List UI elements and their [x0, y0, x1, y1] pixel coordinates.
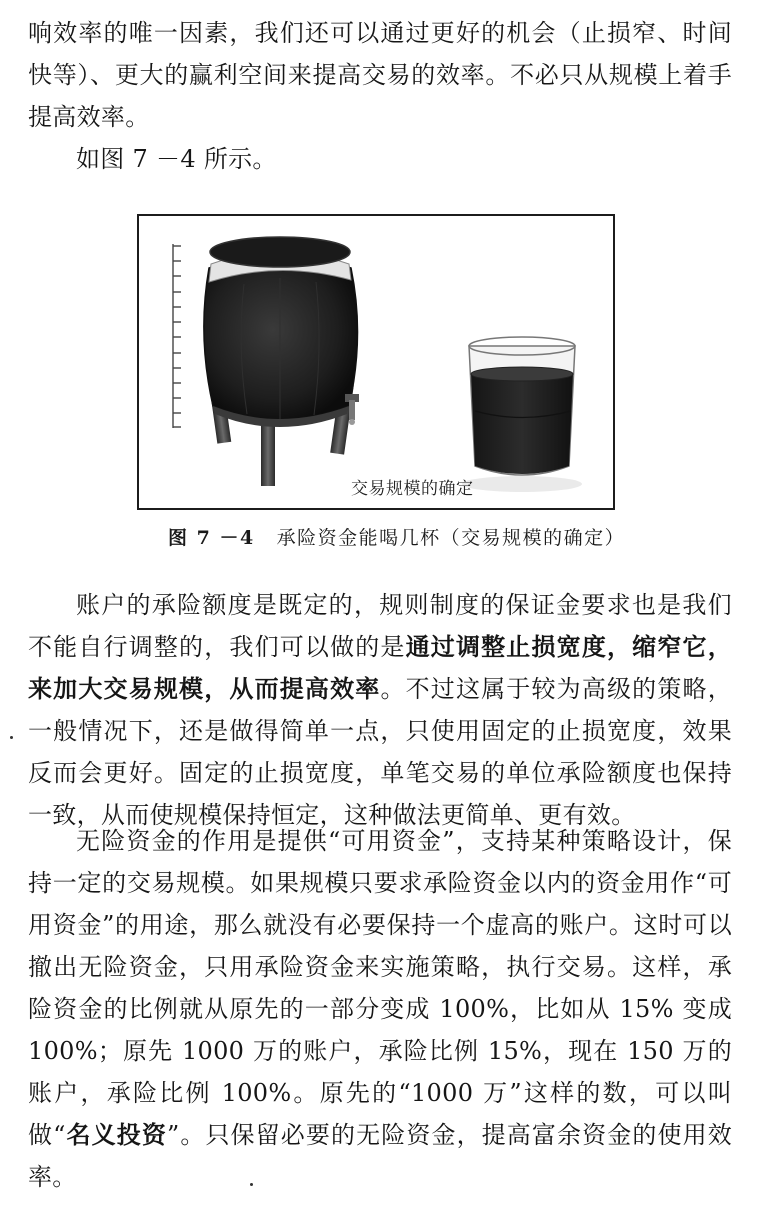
- paragraph-1: 响效率的唯一因素，我们还可以通过更好的机会（止损窄、时间快等）、更大的赢利空间来提高交易的效率。不必只从规模上着手提高效率。: [28, 19, 732, 131]
- figure-caption-text: 承险资金能喝几杯（交易规模的确定）: [276, 527, 626, 549]
- paragraph-4-emphasis: 名义投资: [65, 1120, 167, 1149]
- scan-speck: [250, 1183, 253, 1186]
- glass-of-liquid: [462, 337, 582, 492]
- paragraph-4-text-a: 无险资金的作用是提供“可用资金”，支持某种策略设计，保持一定的交易规模。如果规模只要求承险资金以内的资金用作“可用资金”的用途，那么就没有必要保持一个虚高的账户。这时可以撤出无险资金，只用承险资金来实施策略，执行交易。这样，承险资金的比例就从原先的一部分变成 100%，比如从 15% 变成 100%；原先 1000 万的账户，承险比例 15%，现在 150 万的账户，承险比例 100%。原先的“1000 万”这样的数，可以叫做“: [28, 827, 732, 1149]
- barrel: [204, 237, 358, 427]
- figure-caption: [168, 523, 625, 550]
- paragraph-4: [28, 820, 732, 1198]
- figure-number: 图 7 －4: [168, 527, 255, 549]
- paragraph-3-text-a: 账户的承险额度是既定的，规则制度的保证金要求也是我们不能自行调整的，我们可以做的是: [28, 591, 732, 661]
- illustration-caption: 交易规模的确定: [351, 479, 474, 499]
- paragraph-3: [28, 584, 732, 836]
- scan-speck: [10, 736, 13, 739]
- ruler-scale: [173, 244, 181, 428]
- figure-7-4: [137, 214, 615, 510]
- paragraph-3-text-b: 。不过这属于较为高级的策略，一般情况下，还是做得简单一点，只使用固定的止损宽度，效果反而会更好。固定的止损宽度，单笔交易的单位承险额度也保持一致，从而使规模保持恒定，这种做法更简单、更有效。: [28, 675, 732, 829]
- paragraph-3-emphasis: 通过调整止损宽度，缩窄它，来加大交易规模，从而提高效率: [28, 632, 732, 703]
- barrel-and-glass-illustration: [139, 216, 613, 508]
- paragraph-4-text-b: ”。只保留必要的无险资金，提高富余资金的使用效率。: [28, 1121, 732, 1191]
- paragraph-2: 如图 7 －4 所示。: [76, 145, 277, 173]
